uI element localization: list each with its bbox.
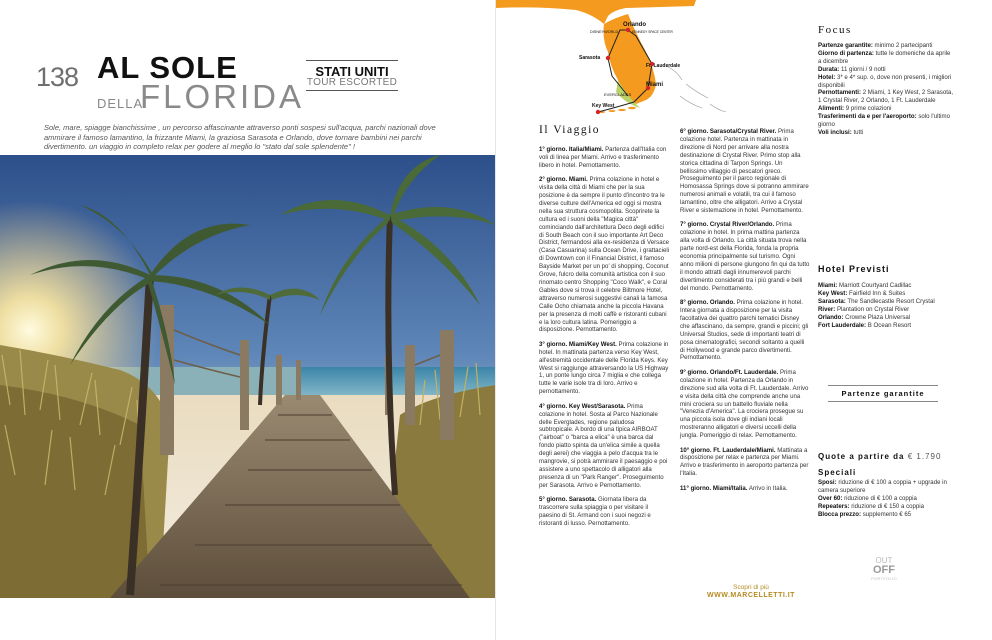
partenze-rule-bottom xyxy=(828,401,938,402)
itinerary-day: 8° giorno. Orlando. Prima colazione in hotel. Intera giornata a disposizione per la visita facoltativa dei quattro parchi tematici Disney che affascinano, da sempre, grandi e piccini; gli Universal Studios, sede di importanti teatri di posa cinematografici, secondi soltanto a quelli di Hollywood e grande parco divertimenti. Pernottamento. xyxy=(680,299,809,362)
itinerary-day: 3° giorno. Miami/Key West. Prima colazione in hotel. In mattinata partenza verso Key West, all'estremità occidentale delle Florida Keys. Key West si raggiunge attraversando la US Highway 1, un ponte lungo circa 7 miglia e che collega tutte le varie isole tra di loro. Arrivo e pernottamento. xyxy=(539,340,669,396)
specials-list xyxy=(818,479,954,519)
focus-row: Hotel: 3* e 4* sup. o, dove non presenti, i migliori disponibili xyxy=(818,73,952,89)
focus-row: Partenze garantite: minimo 2 partecipanti xyxy=(818,42,933,49)
special-row: Repeaters: riduzione di € 150 a coppia xyxy=(818,502,925,510)
specials-heading: Speciali xyxy=(818,468,857,477)
right-page xyxy=(496,0,992,640)
focus-row: Pernottamenti: 2 Miami, 1 Key West, 2 Sarasota, 1 Crystal River, 2 Orlando, 1 Ft. Lauderdale xyxy=(818,89,954,105)
itinerary-day: 7° giorno. Crystal River/Orlando. Prima colazione in hotel. In prima mattina partenza alla volta di Orlando. La città situata trova nella parte nord-est della Florida, fonda la propria economia principalmente sul turismo. Ogni anno milioni di persone giungono fin qui da tutto il mondo attratti dagli innumerevoli parchi divertimento considerati tra i più grandi e belli del mondo. Pernottamento. xyxy=(680,221,810,292)
focus-list xyxy=(818,42,954,137)
itinerary-day: 9° giorno. Orlando/Ft. Lauderdale. Prima colazione in hotel. Partenza da Orlando in direzione sud alla volta di Ft. Lauderdale. Arrivo e visita della città che comprende anche una mini crociera su un battello fluviale nella "Venezia d'America". La crociera prosegue su una piccola isola dove gli indiani locali mostreranno alligatori e diversi uccelli della jungla. Pomeriggio di relax. Pernottamento. xyxy=(680,368,809,440)
florida-map xyxy=(496,0,736,118)
category-rule-bottom xyxy=(306,90,398,91)
map-label-disneyworld: DISNEYWORLD xyxy=(590,30,619,34)
itinerary-heading: Il Viaggio xyxy=(539,124,601,136)
website-link[interactable]: WWW.MARCELLETTI.IT xyxy=(707,592,795,599)
category-rule-top xyxy=(306,60,398,61)
hotel-row: Fort Lauderdale: B Ocean Resort xyxy=(818,321,912,329)
focus-row: Durata: 11 giorni / 9 notti xyxy=(818,65,886,73)
hotel-row: Key West: Fairfield Inn & Suites xyxy=(818,289,906,297)
price-heading: Quote a partire da € 1.790 xyxy=(818,452,942,461)
focus-row: Voli inclusi: tutti xyxy=(818,128,864,136)
title-florida: FLORIDA xyxy=(140,78,305,115)
itinerary-day: 6° giorno. Sarasota/Crystal River. Prima colazione hotel. Partenza in mattinata in direzione di Nord per arrivare alla nostra destinazione di Crystal River. Primo stop alla storica cittadina di Tarpon Springs. Un bellissimo villaggio di pescatori greco. Proseguimento per il parco regionale di Homosassa Springs dove si potranno ammirare numerosi animali e volatili, tra cui il famoso lamantino, oltre che alligatori. Arrivo a Crystal River e sistemazione in hotel. Pernottamento. xyxy=(680,128,809,215)
itinerary-day: 10° giorno. Ft. Lauderdale/Miami. Mattinata a disposizione per relax e partenza per Miami. Arrivo e trasferimento in aeroporto partenza per l'Italia. xyxy=(680,446,809,478)
itinerary-day: 1° giorno. Italia/Miami. Partenza dall'Italia con voli di linea per Miami. Arrivo e trasferimento libero in hotel. Pernottamento. xyxy=(539,146,667,169)
itinerary-column-1 xyxy=(539,146,670,534)
partenze-rule-top xyxy=(828,385,938,386)
category-label: STATI UNITI xyxy=(315,64,389,79)
price-value: € 1.790 xyxy=(907,452,942,461)
itinerary-day: 4° giorno. Key West/Sarasota. Prima colazione in hotel. Sosta al Parco Nazionale delle Everglades, regione paludosa subtropicale. A bordo di una tipica AIRBOAT ("airboat" o "barca a elica" è una barca dal fondo piatto spinta da un'elica simile a quella degli aerei) che viaggia a pelo d'acqua tra le mangrovie, si potrà ammirare il paesaggio e poi assistere a uno spettacolo di alligatori alla presenza di un "Park Ranger". Proseguimento per Sarasota. Arrivo e Pernottamento. xyxy=(539,402,668,489)
map-label-key-west: Key West xyxy=(592,103,615,109)
hotels-list xyxy=(818,282,954,329)
special-row: Over 60: riduzione di € 100 a coppia xyxy=(818,494,917,502)
focus-heading: Focus xyxy=(818,24,852,36)
title-line-1: AL SOLE xyxy=(97,50,238,85)
hotel-row: Orlando: Crowne Plaza Universal xyxy=(818,313,911,321)
map-label-orlando: Orlando xyxy=(623,22,647,28)
hotel-row: River: Plantation on Crystal River xyxy=(818,305,910,313)
map-label-ft-lauderdale: Ft. Lauderdale xyxy=(646,63,681,69)
category-sublabel: TOUR ESCORTED xyxy=(306,77,398,88)
map-label-miami: Miami xyxy=(646,82,664,88)
map-label-kennedy: KENNEDY SPACE CENTER xyxy=(632,30,673,34)
itinerary-day: 11° giorno. Miami/Italia. Arrivo in Italia. xyxy=(680,484,788,492)
out-off-logo: OUT OFF PORTFOLIO xyxy=(871,556,897,581)
special-row: Blocca prezzo: supplemento € 65 xyxy=(818,510,912,518)
focus-row: Alimenti: 9 prime colazioni xyxy=(818,105,892,113)
intro-text: Sole, mare, spiagge bianchissime , un percorso affascinante attraverso ponti sospesi sull'acqua, parchi nazionali dove ammirare il famoso lamantino, la frizzante Miami, la graziosa Sarasota e Orlando, dove tornare bambini nei parchi divertimento. un viaggio in completo relax per godere al meglio lo "stato dal sole splendente" ! xyxy=(44,123,436,152)
beach-boardwalk-photo xyxy=(0,155,496,598)
hotel-row: Sarasota: The Sandlecastle Resort Crystal xyxy=(818,297,935,305)
itinerary-day: 5° giorno. Sarasota. Giornata libera da trascorrere sulla spiaggia o per visitare il paesino di St. Armand con i suoi negozi e ristoranti di lusso. Pernottamento. xyxy=(539,496,651,527)
discover-more: Scopri di più xyxy=(733,584,769,591)
map-label-everglades: EVERGLADES xyxy=(604,92,632,97)
map-label-sarasota: Sarasota xyxy=(579,55,601,61)
hotel-row: Miami: Marriott Courtyard Cadillac xyxy=(818,282,912,289)
page-number: 138 xyxy=(36,62,79,92)
hotels-heading: Hotel Previsti xyxy=(818,264,890,274)
itinerary-day: 2° giorno. Miami. Prima colazione in hotel e visita della città di Miami che per la sua posizione è da sempre il punto d'incontro tra le diverse culture dell'America ed oggi si mostra nella sua struttura cosmopolita. Scoprirete la cultura ed i suoni della "Magica città" cominciando dall'architettura Deco degli edifici di South Beach con il suo importante Art Deco District, fermandosi alla ex-residenza di Versace (Casa Casuarina) sulla Ocean Drive, i grattacieli di Downtown con il Financial District, il famoso Bayside Market per un po' di shopping, Coconut Grove, fulcro della comunità artistica con il suo rinomato centro Shopping "Coco Walk", e Coral Gables dove si trova il celebre Biltmore Hotel, attraverso numerosi suggestivi canali la famosa Calle Ocho chiamata anche la piccola Havana per la presenza di molti caffè e ristoranti cubani e la loro cultura latina. Pomeriggio a disposizione. Pernottamento. xyxy=(539,176,670,334)
map-panhandle xyxy=(496,0,696,24)
partenze-heading: Partenze garantite xyxy=(841,389,925,398)
itinerary-column-2 xyxy=(680,128,810,499)
special-row: Sposi: riduzione di € 100 a coppia + upgrade in camera superiore xyxy=(818,479,947,494)
focus-row: Trasferimenti da e per l'aeroporto: solo l'ultimo giorno xyxy=(818,113,950,129)
focus-row: Giorno di partenza: tutte le domeniche da aprile a dicembre xyxy=(818,49,951,65)
title-della: DELLA xyxy=(97,96,144,111)
